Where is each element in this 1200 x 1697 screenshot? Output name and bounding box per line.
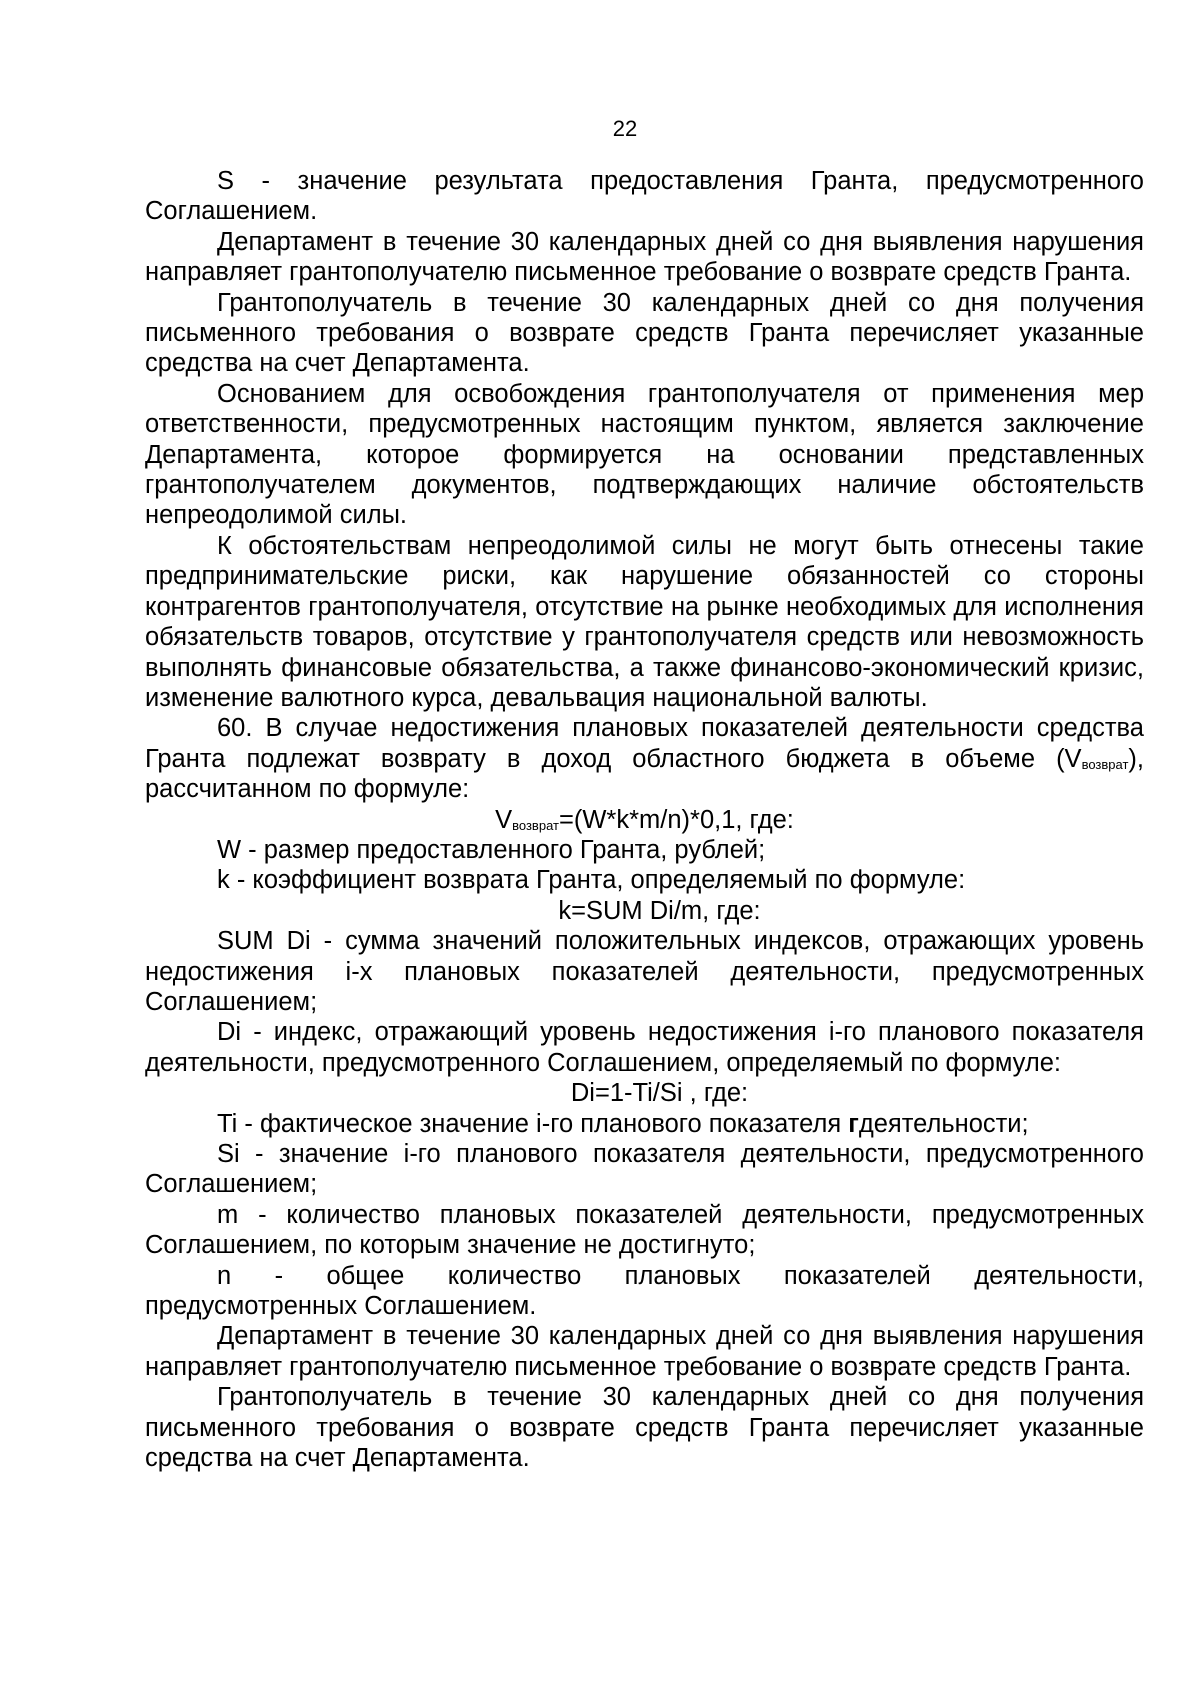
clause-60-text: 60. В случае недостижения плановых показателей деятельности средства Гранта подлежат возврату в доход областного бюджета в объеме (V [145,714,1144,773]
ti-text-end: деятельности; [858,1109,1029,1138]
paragraph-refund-transfer-2: Грантополучатель в течение 30 календарных дней со дня получения письменного требования о возврате средств Гранта перечисляет указанные средства на счет Департамента. [145,1383,1144,1473]
paragraph-ti-definition [145,1109,1144,1139]
paragraph-force-majeure-basis: Основанием для освобождения грантополучателя от применения мер ответственности, предусмотренных настоящим пунктом, является заключение Департамента, которое формируется на основании представленных грантополучателем документов, подтверждающих наличие обстоятельств непреодолимой силы. [145,379,1144,530]
paragraph-violation-notice-2: Департамент в течение 30 календарных дней со дня выявления нарушения направляет грантополучателю письменное требование о возврате средств Гранта. [145,1322,1144,1381]
paragraph-k-definition: k - коэффициент возврата Гранта, определяемый по формуле: [217,866,966,895]
paragraph-n-definition: n - общее количество плановых показателей деятельности, предусмотренных Соглашением. [145,1261,1144,1321]
ti-text-start: Ti - фактическое значение i-го планового показателя [217,1109,849,1138]
paragraph-force-majeure-exclusions: К обстоятельствам непреодолимой силы не могут быть отнесены такие предпринимательские риски, как нарушение обязанностей со стороны контрагентов грантополучателя, отсутствие на рынке необходимых для исполнения обязательств товаров, отсутствие у грантополучателя средств или невозможность выполнять финансовые обязательства, а также финансово-экономический кризис, изменение валютного курса, девальвация национальной валюты. [145,531,1144,712]
paragraph-w-definition: W - размер предоставленного Гранта, рублей; [217,835,766,864]
document-body [145,166,1144,1473]
ti-bold-letter: г [848,1109,859,1138]
formula-coefficient: k=SUM Di/m, где: [558,896,761,925]
formula-index: Di=1-Ti/Si , где: [570,1079,749,1108]
clause-60-subscript: возврат [1081,756,1129,772]
formula-refund-volume [145,805,1144,835]
paragraph-si-definition: Si - значение i-го планового показателя деятельности, предусмотренного Соглашением; [145,1140,1144,1199]
paragraph-clause-60 [145,713,1144,804]
paragraph-sum-di-definition: SUM Di - сумма значений положительных индексов, отражающих уровень недостижения i-х плановых показателей деятельности, предусмотренных Соглашением; [145,927,1144,1016]
paragraph-s-definition: S - значение результата предоставления Гранта, предусмотренного Соглашением. [145,167,1144,226]
formula-refund-rest: =(W*k*m/n)*0,1, где: [558,805,794,834]
paragraph-m-definition: m - количество плановых показателей деятельности, предусмотренных Соглашением, по которым значение не достигнуто; [145,1200,1144,1260]
paragraph-di-definition: Di - индекс, отражающий уровень недостижения i-го планового показателя деятельности, предусмотренного Соглашением, определяемый по формуле: [145,1018,1144,1077]
clause-60-end: ), рассчитанном по формуле: [145,744,1144,804]
paragraph-refund-transfer: Грантополучатель в течение 30 календарных дней со дня получения письменного требования о возврате средств Гранта перечисляет указанные средства на счет Департамента. [145,288,1144,378]
paragraph-violation-notice: Департамент в течение 30 календарных дней со дня выявления нарушения направляет грантополучателю письменное требование о возврате средств Гранта. [145,227,1144,287]
formula-refund-subscript: возврат [512,817,559,833]
formula-refund-v: V [495,805,513,834]
page-number: 22 [612,116,638,141]
